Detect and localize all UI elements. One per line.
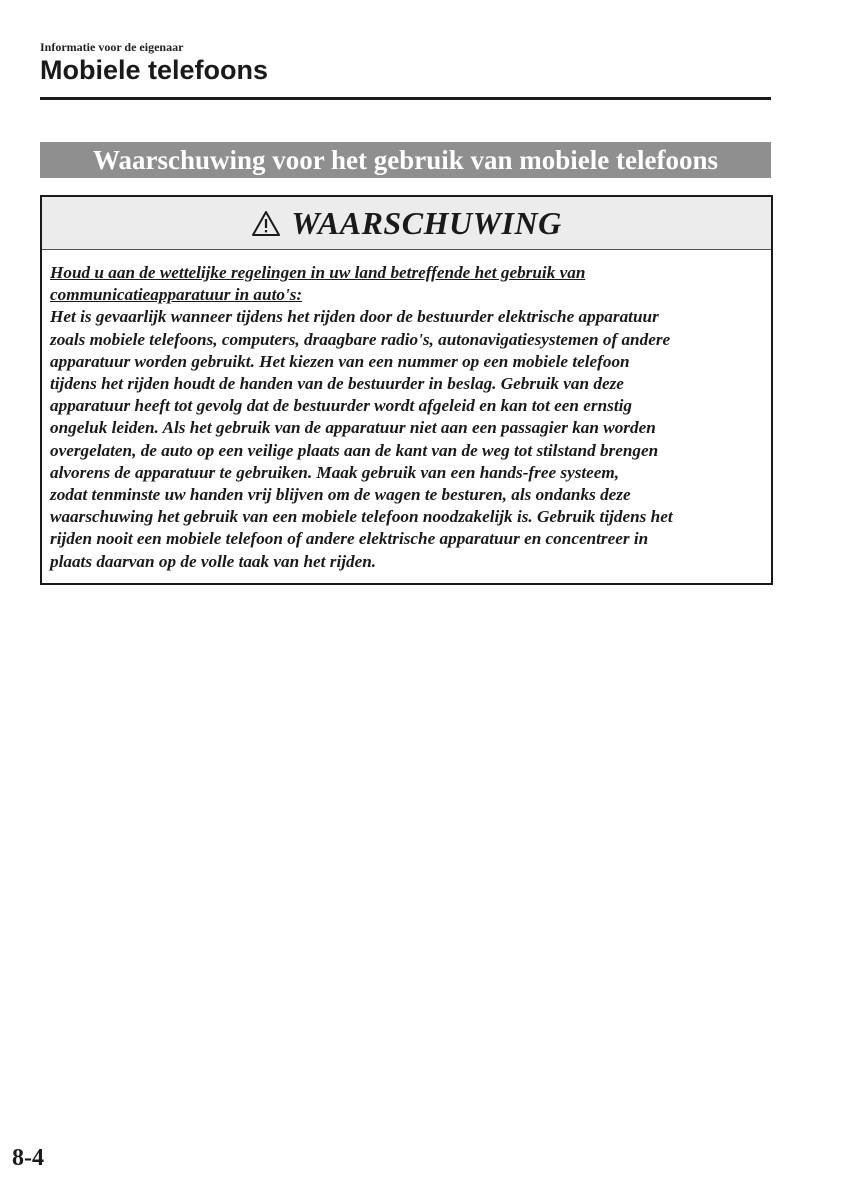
- page-title: Mobiele telefoons: [40, 55, 269, 85]
- warning-text-line: Het is gevaarlijk wanneer tijdens het rijden door de bestuurder elektrische apparatuur: [50, 307, 659, 327]
- warning-box: [40, 195, 773, 585]
- warning-text-line: waarschuwing het gebruik van een mobiele telefoon noodzakelijk is. Gebruik tijdens het: [50, 507, 673, 527]
- warning-text-line: overgelaten, de auto op een veilige plaats aan de kant van de weg tot stilstand brengen: [50, 440, 659, 460]
- warning-text-line: ongeluk leiden. Als het gebruik van de apparatuur niet aan een passagier kan worden: [50, 418, 656, 438]
- header-kicker: Informatie voor de eigenaar: [40, 40, 184, 54]
- warning-triangle-icon: [251, 210, 281, 237]
- warning-title: WAARSCHUWING: [291, 204, 562, 241]
- warning-text-line: rijden nooit een mobiele telefoon of andere elektrische apparatuur en concentreer in: [50, 529, 649, 549]
- warning-intro-line: Houd u aan de wettelijke regelingen in uw land betreffende het gebruik van: [50, 263, 586, 282]
- warning-text-line: apparatuur heeft tot gevolg dat de bestuurder wordt afgeleid en kan tot een ernstig: [50, 396, 632, 416]
- warning-header: [42, 197, 771, 250]
- page-number: 8-4: [12, 1145, 44, 1171]
- warning-body: [42, 250, 771, 573]
- header-divider: [40, 97, 771, 100]
- warning-text-line: apparatuur worden gebruikt. Het kiezen van een nummer op een mobiele telefoon: [50, 351, 630, 371]
- warning-text-line: zodat tenminste uw handen vrij blijven om de wagen te besturen, als ondanks deze: [50, 485, 631, 505]
- warning-intro-line: communicatieapparatuur in auto's:: [50, 285, 303, 305]
- section-banner: Waarschuwing voor het gebruik van mobiele telefoons: [40, 142, 771, 178]
- warning-text-line: tijdens het rijden houdt de handen van de bestuurder in beslag. Gebruik van deze: [50, 374, 624, 394]
- warning-text-line: plaats daarvan op de volle taak van het rijden.: [50, 551, 377, 571]
- warning-text-line: zoals mobiele telefoons, computers, draagbare radio's, autonavigatiesystemen of andere: [50, 329, 671, 349]
- warning-text-line: alvorens de apparatuur te gebruiken. Maak gebruik van een hands-free systeem,: [50, 462, 620, 482]
